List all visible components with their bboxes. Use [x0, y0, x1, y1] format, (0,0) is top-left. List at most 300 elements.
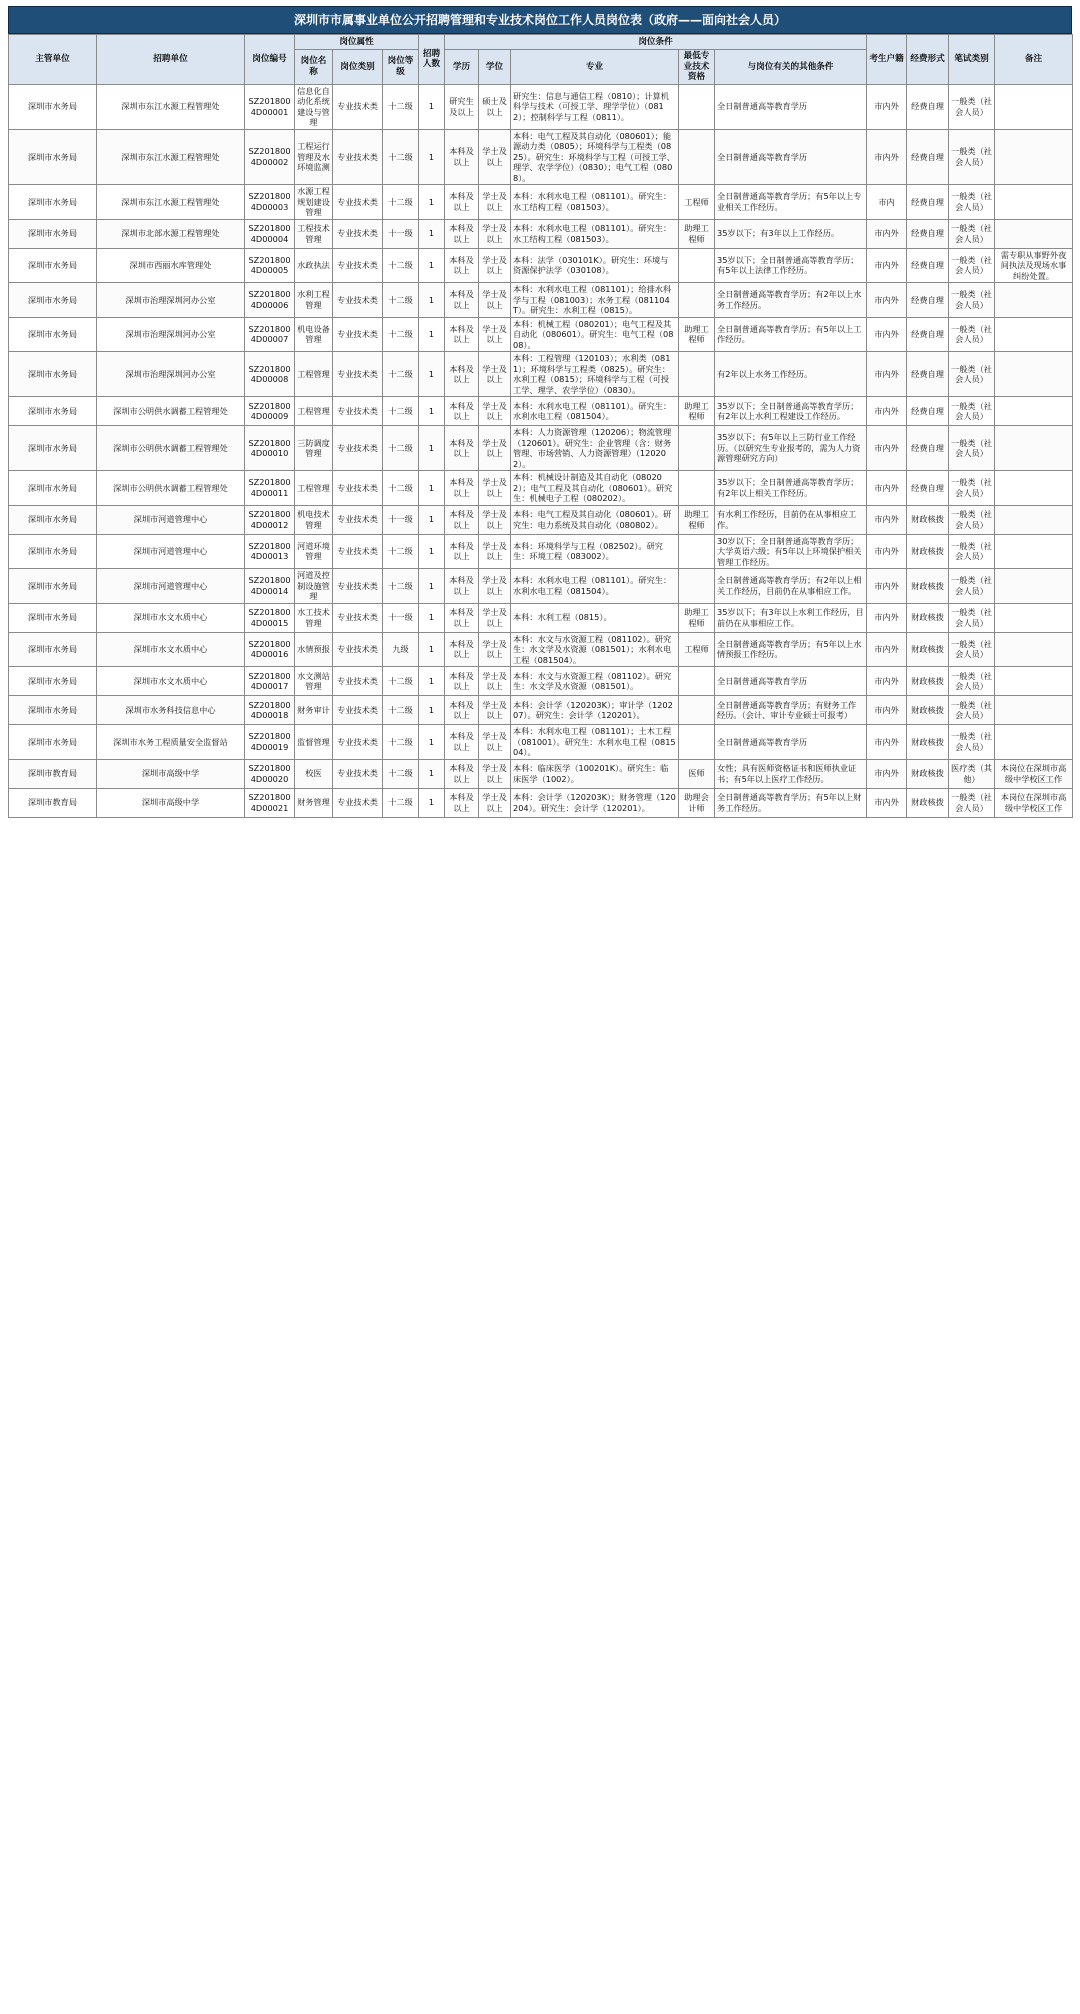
cell-type: 专业技术类: [333, 317, 383, 352]
cell-other: 35岁以下；有3年以上工作经历。: [715, 219, 867, 248]
cell-remark: [995, 397, 1073, 426]
cell-type: 专业技术类: [333, 84, 383, 129]
cell-degree: 学士及以上: [479, 632, 511, 667]
cell-code: SZ2018004D00006: [245, 283, 295, 318]
cell-hukou: 市内外: [867, 788, 907, 817]
cell-hukou: 市内外: [867, 632, 907, 667]
cell-exam: 一般类（社会人员）: [949, 632, 995, 667]
cell-remark: [995, 471, 1073, 506]
cell-other: 女性；具有医师资格证书和医师执业证书；有5年以上医疗工作经历。: [715, 759, 867, 788]
cell-edu: 本科及以上: [445, 505, 479, 534]
cell-remark: [995, 603, 1073, 632]
cell-name: 水工技术管理: [295, 603, 333, 632]
cell-type: 专业技术类: [333, 248, 383, 283]
header-hukou: 考生户籍: [867, 35, 907, 85]
cell-remark: [995, 84, 1073, 129]
cell-remark: 本岗位在深圳市高级中学校区工作: [995, 788, 1073, 817]
cell-dept: 深圳市水务局: [9, 129, 97, 185]
cell-code: SZ2018004D00010: [245, 426, 295, 471]
cell-remark: [995, 185, 1073, 220]
cell-name: 工程技术管理: [295, 219, 333, 248]
cell-cert: 医师: [679, 759, 715, 788]
cell-other: 全日制普通高等教育学历: [715, 725, 867, 760]
cell-funding: 财政核拨: [907, 505, 949, 534]
cell-type: 专业技术类: [333, 534, 383, 569]
cell-name: 水源工程规划建设管理: [295, 185, 333, 220]
cell-funding: 财政核拨: [907, 696, 949, 725]
cell-degree: 学士及以上: [479, 759, 511, 788]
cell-degree: 学士及以上: [479, 471, 511, 506]
cell-other: 全日制普通高等教育学历；有2年以上水务工作经历。: [715, 283, 867, 318]
cell-degree: 学士及以上: [479, 219, 511, 248]
cell-edu: 本科及以上: [445, 317, 479, 352]
cell-edu: 本科及以上: [445, 696, 479, 725]
table-row: [9, 317, 1073, 352]
cell-degree: 学士及以上: [479, 185, 511, 220]
cell-code: SZ2018004D00013: [245, 534, 295, 569]
cell-unit: 深圳市河道管理中心: [97, 505, 245, 534]
cell-major: 本科：水利水电工程（081101）。研究生：水利水电工程（081504）。: [511, 569, 679, 604]
header-exam: 笔试类别: [949, 35, 995, 85]
header-dept: 主管单位: [9, 35, 97, 85]
cell-type: 专业技术类: [333, 603, 383, 632]
cell-edu: 本科及以上: [445, 667, 479, 696]
cell-code: SZ2018004D00018: [245, 696, 295, 725]
cell-other: 全日制普通高等教育学历: [715, 129, 867, 185]
position-table-sheet: [8, 6, 1072, 818]
cell-funding: 财政核拨: [907, 569, 949, 604]
cell-level: 十一级: [383, 505, 419, 534]
cell-dept: 深圳市水务局: [9, 317, 97, 352]
cell-cert: [679, 248, 715, 283]
cell-hukou: 市内外: [867, 283, 907, 318]
cell-funding: 经费自理: [907, 397, 949, 426]
table-row: [9, 534, 1073, 569]
cell-code: SZ2018004D00002: [245, 129, 295, 185]
cell-exam: 一般类（社会人员）: [949, 603, 995, 632]
cell-other: 35岁以下；有3年以上水利工作经历，目前仍在从事相应工作。: [715, 603, 867, 632]
table-title: 深圳市市属事业单位公开招聘管理和专业技术岗位工作人员岗位表（政府——面向社会人员）: [8, 6, 1072, 34]
cell-degree: 学士及以上: [479, 725, 511, 760]
cell-level: 十二级: [383, 84, 419, 129]
header-code: 岗位编号: [245, 35, 295, 85]
cell-dept: 深圳市水务局: [9, 84, 97, 129]
cell-name: 信息化自动化系统建设与管理: [295, 84, 333, 129]
cell-remark: [995, 569, 1073, 604]
cell-unit: 深圳市治理深圳河办公室: [97, 317, 245, 352]
cell-cert: 助理会计师: [679, 788, 715, 817]
header-degree: 学位: [479, 50, 511, 85]
cell-other: 全日制普通高等教育学历；有5年以上工作经历。: [715, 317, 867, 352]
cell-cert: [679, 534, 715, 569]
header-type: 岗位类别: [333, 50, 383, 85]
cell-other: 全日制普通高等教育学历；有5年以上财务工作经历。: [715, 788, 867, 817]
cell-funding: 经费自理: [907, 84, 949, 129]
cell-unit: 深圳市东江水源工程管理处: [97, 84, 245, 129]
header-name: 岗位名称: [295, 50, 333, 85]
cell-funding: 财政核拨: [907, 759, 949, 788]
cell-cert: [679, 129, 715, 185]
cell-edu: 研究生及以上: [445, 84, 479, 129]
cell-edu: 本科及以上: [445, 219, 479, 248]
cell-unit: 深圳市公明供水调蓄工程管理处: [97, 426, 245, 471]
cell-major: 本科：水利水电工程（081101）；给排水科学与工程（081003）；水务工程（081104T）。研究生：水利工程（0815）。: [511, 283, 679, 318]
cell-degree: 学士及以上: [479, 534, 511, 569]
cell-major: 本科：水文与水资源工程（081102）。研究生：水文学及水资源（081501）。: [511, 667, 679, 696]
cell-type: 专业技术类: [333, 219, 383, 248]
table-row: [9, 603, 1073, 632]
cell-edu: 本科及以上: [445, 569, 479, 604]
cell-dept: 深圳市水务局: [9, 505, 97, 534]
cell-dept: 深圳市水务局: [9, 569, 97, 604]
cell-remark: 本岗位在深圳市高级中学校区工作: [995, 759, 1073, 788]
cell-cert: 工程师: [679, 632, 715, 667]
cell-num: 1: [419, 696, 445, 725]
cell-hukou: 市内外: [867, 471, 907, 506]
cell-edu: 本科及以上: [445, 248, 479, 283]
cell-type: 专业技术类: [333, 569, 383, 604]
cell-edu: 本科及以上: [445, 397, 479, 426]
cell-hukou: 市内外: [867, 759, 907, 788]
cell-unit: 深圳市北部水源工程管理处: [97, 219, 245, 248]
cell-major: 本科：临床医学（100201K）。研究生：临床医学（1002）。: [511, 759, 679, 788]
cell-major: 本科：机械工程（080201）；电气工程及其自动化（080601）。研究生：电气工程（0808）。: [511, 317, 679, 352]
cell-dept: 深圳市水务局: [9, 352, 97, 397]
cell-major: 本科：机械设计制造及其自动化（080202）；电气工程及其自动化（080601）。研究生：机械电子工程（080202）。: [511, 471, 679, 506]
cell-hukou: 市内外: [867, 352, 907, 397]
cell-major: 本科：工程管理（120103）；水利类（0811）；环境科学与工程类（0825）。研究生：水利工程（0815）；环境科学与工程（可授工学、理学、农学学位）（0830）。: [511, 352, 679, 397]
cell-remark: [995, 352, 1073, 397]
cell-exam: 一般类（社会人员）: [949, 317, 995, 352]
cell-code: SZ2018004D00015: [245, 603, 295, 632]
cell-type: 专业技术类: [333, 397, 383, 426]
cell-num: 1: [419, 505, 445, 534]
cell-remark: [995, 317, 1073, 352]
cell-level: 十二级: [383, 759, 419, 788]
cell-exam: 一般类（社会人员）: [949, 352, 995, 397]
cell-other: 全日制普通高等教育学历；有2年以上相关工作经历，目前仍在从事相应工作。: [715, 569, 867, 604]
cell-num: 1: [419, 667, 445, 696]
cell-dept: 深圳市水务局: [9, 725, 97, 760]
cell-exam: 一般类（社会人员）: [949, 505, 995, 534]
header-unit: 招聘单位: [97, 35, 245, 85]
cell-hukou: 市内外: [867, 84, 907, 129]
cell-edu: 本科及以上: [445, 426, 479, 471]
cell-other: 有2年以上水务工作经历。: [715, 352, 867, 397]
header-funding: 经费形式: [907, 35, 949, 85]
cell-dept: 深圳市水务局: [9, 534, 97, 569]
cell-exam: 一般类（社会人员）: [949, 248, 995, 283]
cell-other: 35岁以下；有5年以上三防行业工作经历。（以研究生专业报考的，需为人力资源管理研究方向）: [715, 426, 867, 471]
cell-funding: 经费自理: [907, 129, 949, 185]
cell-exam: 一般类（社会人员）: [949, 219, 995, 248]
cell-dept: 深圳市教育局: [9, 759, 97, 788]
cell-name: 工程运行管理及水环境监测: [295, 129, 333, 185]
cell-other: 35岁以下；全日制普通高等教育学历；有5年以上法律工作经历。: [715, 248, 867, 283]
cell-level: 十二级: [383, 471, 419, 506]
cell-cert: [679, 426, 715, 471]
cell-level: 十二级: [383, 283, 419, 318]
cell-major: 本科：水利工程（0815）。: [511, 603, 679, 632]
cell-other: 全日制普通高等教育学历；有5年以上水情预报工作经历。: [715, 632, 867, 667]
cell-edu: 本科及以上: [445, 788, 479, 817]
cell-dept: 深圳市水务局: [9, 185, 97, 220]
cell-degree: 学士及以上: [479, 352, 511, 397]
cell-num: 1: [419, 219, 445, 248]
cell-remark: [995, 534, 1073, 569]
cell-funding: 财政核拨: [907, 603, 949, 632]
cell-level: 十一级: [383, 219, 419, 248]
cell-exam: 一般类（社会人员）: [949, 725, 995, 760]
cell-funding: 财政核拨: [907, 788, 949, 817]
cell-num: 1: [419, 788, 445, 817]
cell-unit: 深圳市水文水质中心: [97, 667, 245, 696]
table-row: [9, 283, 1073, 318]
cell-other: 35岁以下；全日制普通高等教育学历；有2年以上水利工程建设工作经历。: [715, 397, 867, 426]
cell-major: 本科：会计学（120203K）；财务管理（120204）。研究生：会计学（120201）。: [511, 788, 679, 817]
cell-remark: [995, 725, 1073, 760]
header-num: 招聘人数: [419, 35, 445, 85]
cell-level: 十二级: [383, 397, 419, 426]
cell-hukou: 市内外: [867, 696, 907, 725]
cell-major: 本科：会计学（120203K）；审计学（120207）。研究生：会计学（120201）。: [511, 696, 679, 725]
cell-exam: 一般类（社会人员）: [949, 696, 995, 725]
cell-exam: 一般类（社会人员）: [949, 84, 995, 129]
cell-name: 校医: [295, 759, 333, 788]
cell-name: 工程管理: [295, 352, 333, 397]
cell-cert: 工程师: [679, 185, 715, 220]
cell-name: 水利工程管理: [295, 283, 333, 318]
cell-remark: 需专职从事野外夜间执法及现场水事纠纷处置。: [995, 248, 1073, 283]
cell-code: SZ2018004D00019: [245, 725, 295, 760]
cell-exam: 一般类（社会人员）: [949, 788, 995, 817]
cell-unit: 深圳市东江水源工程管理处: [97, 129, 245, 185]
cell-name: 监督管理: [295, 725, 333, 760]
cell-degree: 学士及以上: [479, 426, 511, 471]
cell-level: 十二级: [383, 129, 419, 185]
cell-hukou: 市内外: [867, 248, 907, 283]
cell-other: 35岁以下；全日制普通高等教育学历；有2年以上相关工作经历。: [715, 471, 867, 506]
cell-name: 三防调度管理: [295, 426, 333, 471]
cell-type: 专业技术类: [333, 426, 383, 471]
header-major: 专业: [511, 50, 679, 85]
table-row: [9, 185, 1073, 220]
cell-cert: [679, 471, 715, 506]
table-row: [9, 426, 1073, 471]
cell-exam: 一般类（社会人员）: [949, 667, 995, 696]
cell-degree: 学士及以上: [479, 283, 511, 318]
cell-name: 工程管理: [295, 397, 333, 426]
cell-major: 本科：水利水电工程（081101）。研究生：水利水电工程（081504）。: [511, 397, 679, 426]
table-row: [9, 352, 1073, 397]
cell-funding: 经费自理: [907, 426, 949, 471]
cell-exam: 一般类（社会人员）: [949, 397, 995, 426]
cell-hukou: 市内外: [867, 534, 907, 569]
cell-name: 河道环境管理: [295, 534, 333, 569]
cell-degree: 学士及以上: [479, 569, 511, 604]
cell-unit: 深圳市西丽水库管理处: [97, 248, 245, 283]
cell-degree: 学士及以上: [479, 248, 511, 283]
cell-unit: 深圳市水务工程质量安全监督站: [97, 725, 245, 760]
cell-major: 本科：环境科学与工程（082502）。研究生：环境工程（083002）。: [511, 534, 679, 569]
cell-cert: [679, 725, 715, 760]
cell-major: 本科：电气工程及其自动化（080601）；能源动力类（0805）；环境科学与工程类（0825）。研究生：环境科学与工程（可授工学、理学、农学学位）（0830）；电气工程（0808）。: [511, 129, 679, 185]
cell-dept: 深圳市水务局: [9, 603, 97, 632]
cell-num: 1: [419, 759, 445, 788]
cell-level: 十二级: [383, 667, 419, 696]
cell-edu: 本科及以上: [445, 603, 479, 632]
cell-major: 本科：水利水电工程（081101）。研究生：水工结构工程（081503）。: [511, 185, 679, 220]
cell-name: 机电设备管理: [295, 317, 333, 352]
cell-dept: 深圳市水务局: [9, 426, 97, 471]
cell-num: 1: [419, 317, 445, 352]
cell-other: 全日制普通高等教育学历: [715, 84, 867, 129]
cell-dept: 深圳市水务局: [9, 667, 97, 696]
header-edu: 学历: [445, 50, 479, 85]
cell-code: SZ2018004D00001: [245, 84, 295, 129]
table-row: [9, 569, 1073, 604]
cell-exam: 一般类（社会人员）: [949, 426, 995, 471]
header-level: 岗位等级: [383, 50, 419, 85]
cell-major: 研究生：信息与通信工程（0810）；计算机科学与技术（可授工学、理学学位）（0812）；控制科学与工程（0811）。: [511, 84, 679, 129]
table-body: [9, 84, 1073, 817]
cell-remark: [995, 219, 1073, 248]
table-row: [9, 667, 1073, 696]
cell-other: 有水利工作经历，目前仍在从事相应工作。: [715, 505, 867, 534]
cell-major: 本科：人力资源管理（120206）；物流管理（120601）。研究生：企业管理（含：财务管理、市场营销、人力资源管理）（120202）。: [511, 426, 679, 471]
cell-dept: 深圳市水务局: [9, 397, 97, 426]
cell-level: 十二级: [383, 426, 419, 471]
table-row: [9, 84, 1073, 129]
cell-cert: [679, 696, 715, 725]
cell-unit: 深圳市水文水质中心: [97, 603, 245, 632]
cell-edu: 本科及以上: [445, 471, 479, 506]
cell-remark: [995, 696, 1073, 725]
cell-code: SZ2018004D00021: [245, 788, 295, 817]
cell-name: 水政执法: [295, 248, 333, 283]
cell-unit: 深圳市水务科技信息中心: [97, 696, 245, 725]
cell-hukou: 市内外: [867, 505, 907, 534]
cell-unit: 深圳市公明供水调蓄工程管理处: [97, 397, 245, 426]
cell-edu: 本科及以上: [445, 185, 479, 220]
cell-unit: 深圳市河道管理中心: [97, 534, 245, 569]
cell-code: SZ2018004D00003: [245, 185, 295, 220]
cell-edu: 本科及以上: [445, 632, 479, 667]
cell-degree: 学士及以上: [479, 397, 511, 426]
cell-dept: 深圳市水务局: [9, 219, 97, 248]
cell-hukou: 市内: [867, 185, 907, 220]
cell-cert: [679, 569, 715, 604]
cell-cert: [679, 352, 715, 397]
cell-level: 十二级: [383, 534, 419, 569]
cell-remark: [995, 426, 1073, 471]
cell-unit: 深圳市治理深圳河办公室: [97, 352, 245, 397]
cell-level: 十二级: [383, 725, 419, 760]
position-table: [8, 34, 1073, 818]
cell-unit: 深圳市河道管理中心: [97, 569, 245, 604]
cell-code: SZ2018004D00020: [245, 759, 295, 788]
cell-degree: 学士及以上: [479, 317, 511, 352]
cell-dept: 深圳市水务局: [9, 471, 97, 506]
cell-type: 专业技术类: [333, 632, 383, 667]
cell-major: 本科：电气工程及其自动化（080601）。研究生：电力系统及其自动化（080802）。: [511, 505, 679, 534]
cell-remark: [995, 129, 1073, 185]
cell-name: 工程管理: [295, 471, 333, 506]
header-other: 与岗位有关的其他条件: [715, 50, 867, 85]
cell-remark: [995, 667, 1073, 696]
header-remark: 备注: [995, 35, 1073, 85]
cell-major: 本科：水文与水资源工程（081102）。研究生：水文学及水资源（081501）；水利水电工程（081504）。: [511, 632, 679, 667]
cell-level: 十二级: [383, 696, 419, 725]
cell-funding: 经费自理: [907, 317, 949, 352]
table-row: [9, 759, 1073, 788]
cell-unit: 深圳市治理深圳河办公室: [97, 283, 245, 318]
cell-dept: 深圳市水务局: [9, 632, 97, 667]
cell-code: SZ2018004D00012: [245, 505, 295, 534]
cell-degree: 学士及以上: [479, 696, 511, 725]
cell-funding: 经费自理: [907, 185, 949, 220]
cell-funding: 财政核拨: [907, 534, 949, 569]
cell-code: SZ2018004D00007: [245, 317, 295, 352]
table-row: [9, 505, 1073, 534]
cell-remark: [995, 283, 1073, 318]
cell-type: 专业技术类: [333, 352, 383, 397]
cell-other: 30岁以下；全日制普通高等教育学历；大学英语六级；有5年以上环境保护相关管理工作经历。: [715, 534, 867, 569]
cell-unit: 深圳市公明供水调蓄工程管理处: [97, 471, 245, 506]
cell-funding: 经费自理: [907, 352, 949, 397]
cell-num: 1: [419, 352, 445, 397]
cell-edu: 本科及以上: [445, 283, 479, 318]
cell-other: 全日制普通高等教育学历；有5年以上专业相关工作经历。: [715, 185, 867, 220]
cell-hukou: 市内外: [867, 667, 907, 696]
cell-degree: 硕士及以上: [479, 84, 511, 129]
header-group-post-cond: 岗位条件: [445, 35, 867, 50]
cell-funding: 经费自理: [907, 219, 949, 248]
cell-other: 全日制普通高等教育学历；有财务工作经历。（会计、审计专业硕士可报考）: [715, 696, 867, 725]
table-row: [9, 696, 1073, 725]
cell-edu: 本科及以上: [445, 352, 479, 397]
cell-exam: 医疗类（其他）: [949, 759, 995, 788]
cell-name: 水情预报: [295, 632, 333, 667]
cell-degree: 学士及以上: [479, 505, 511, 534]
cell-unit: 深圳市高级中学: [97, 759, 245, 788]
cell-cert: 助理工程师: [679, 397, 715, 426]
table-row: [9, 248, 1073, 283]
cell-level: 十二级: [383, 569, 419, 604]
cell-num: 1: [419, 84, 445, 129]
cell-name: 财务审计: [295, 696, 333, 725]
cell-cert: 助理工程师: [679, 603, 715, 632]
cell-type: 专业技术类: [333, 667, 383, 696]
cell-degree: 学士及以上: [479, 129, 511, 185]
cell-type: 专业技术类: [333, 788, 383, 817]
table-row: [9, 788, 1073, 817]
table-row: [9, 471, 1073, 506]
cell-exam: 一般类（社会人员）: [949, 283, 995, 318]
cell-major: 本科：水利水电工程（081101）。研究生：水工结构工程（081503）。: [511, 219, 679, 248]
cell-code: SZ2018004D00011: [245, 471, 295, 506]
cell-exam: 一般类（社会人员）: [949, 471, 995, 506]
cell-unit: 深圳市东江水源工程管理处: [97, 185, 245, 220]
cell-edu: 本科及以上: [445, 534, 479, 569]
cell-code: SZ2018004D00009: [245, 397, 295, 426]
table-row: [9, 219, 1073, 248]
cell-code: SZ2018004D00017: [245, 667, 295, 696]
cell-remark: [995, 505, 1073, 534]
cell-hukou: 市内外: [867, 569, 907, 604]
cell-hukou: 市内外: [867, 219, 907, 248]
cell-level: 十二级: [383, 317, 419, 352]
